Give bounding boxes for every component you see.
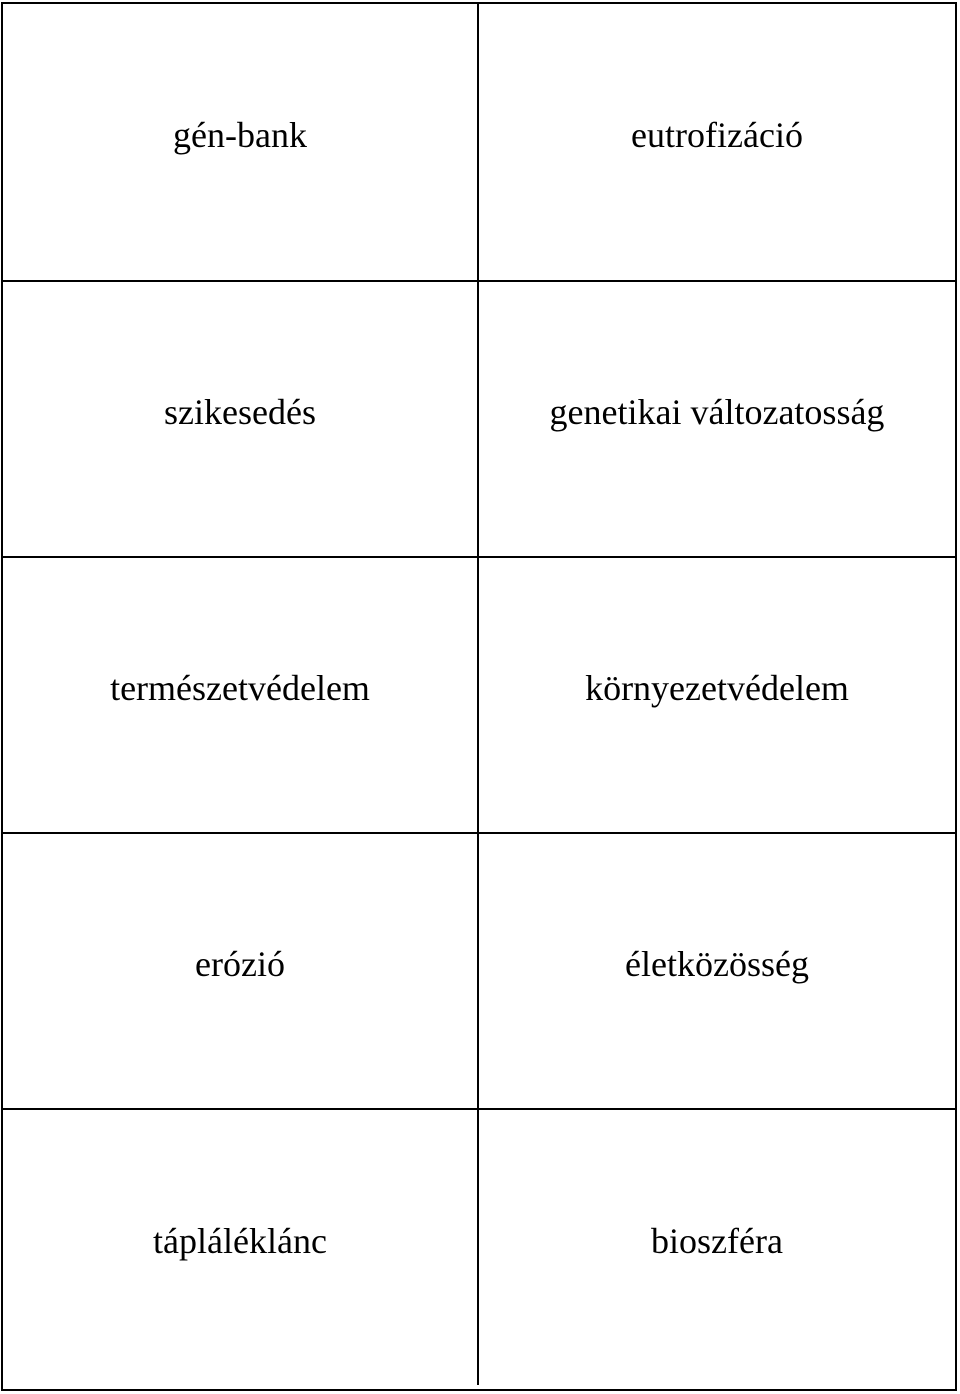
card-term: gén-bank bbox=[173, 115, 307, 155]
card-term: életközösség bbox=[625, 944, 809, 984]
card-term: tápláléklánc bbox=[153, 1220, 327, 1261]
card-taplaleklanc bbox=[3, 1108, 479, 1385]
card-term: bioszféra bbox=[651, 1220, 783, 1261]
card-term: környezetvédelem bbox=[585, 668, 849, 708]
card-term: genetikai változatosság bbox=[549, 392, 885, 432]
card-term: erózió bbox=[195, 944, 285, 984]
card-erozio bbox=[3, 832, 479, 1108]
card-eutrofizacio bbox=[479, 4, 955, 280]
card-term: szikesedés bbox=[164, 392, 316, 432]
card-termeszetvedelem bbox=[3, 556, 479, 832]
flashcard-sheet bbox=[1, 2, 957, 1391]
card-szikesedes bbox=[3, 280, 479, 556]
card-bioszfera bbox=[479, 1108, 955, 1385]
card-gen-bank bbox=[3, 4, 479, 280]
card-genetikai-valtozatossag bbox=[479, 280, 955, 556]
card-kornyezetvedelem bbox=[479, 556, 955, 832]
card-eletkozosseg bbox=[479, 832, 955, 1108]
card-term: természetvédelem bbox=[110, 668, 370, 708]
card-term: eutrofizáció bbox=[631, 115, 803, 155]
